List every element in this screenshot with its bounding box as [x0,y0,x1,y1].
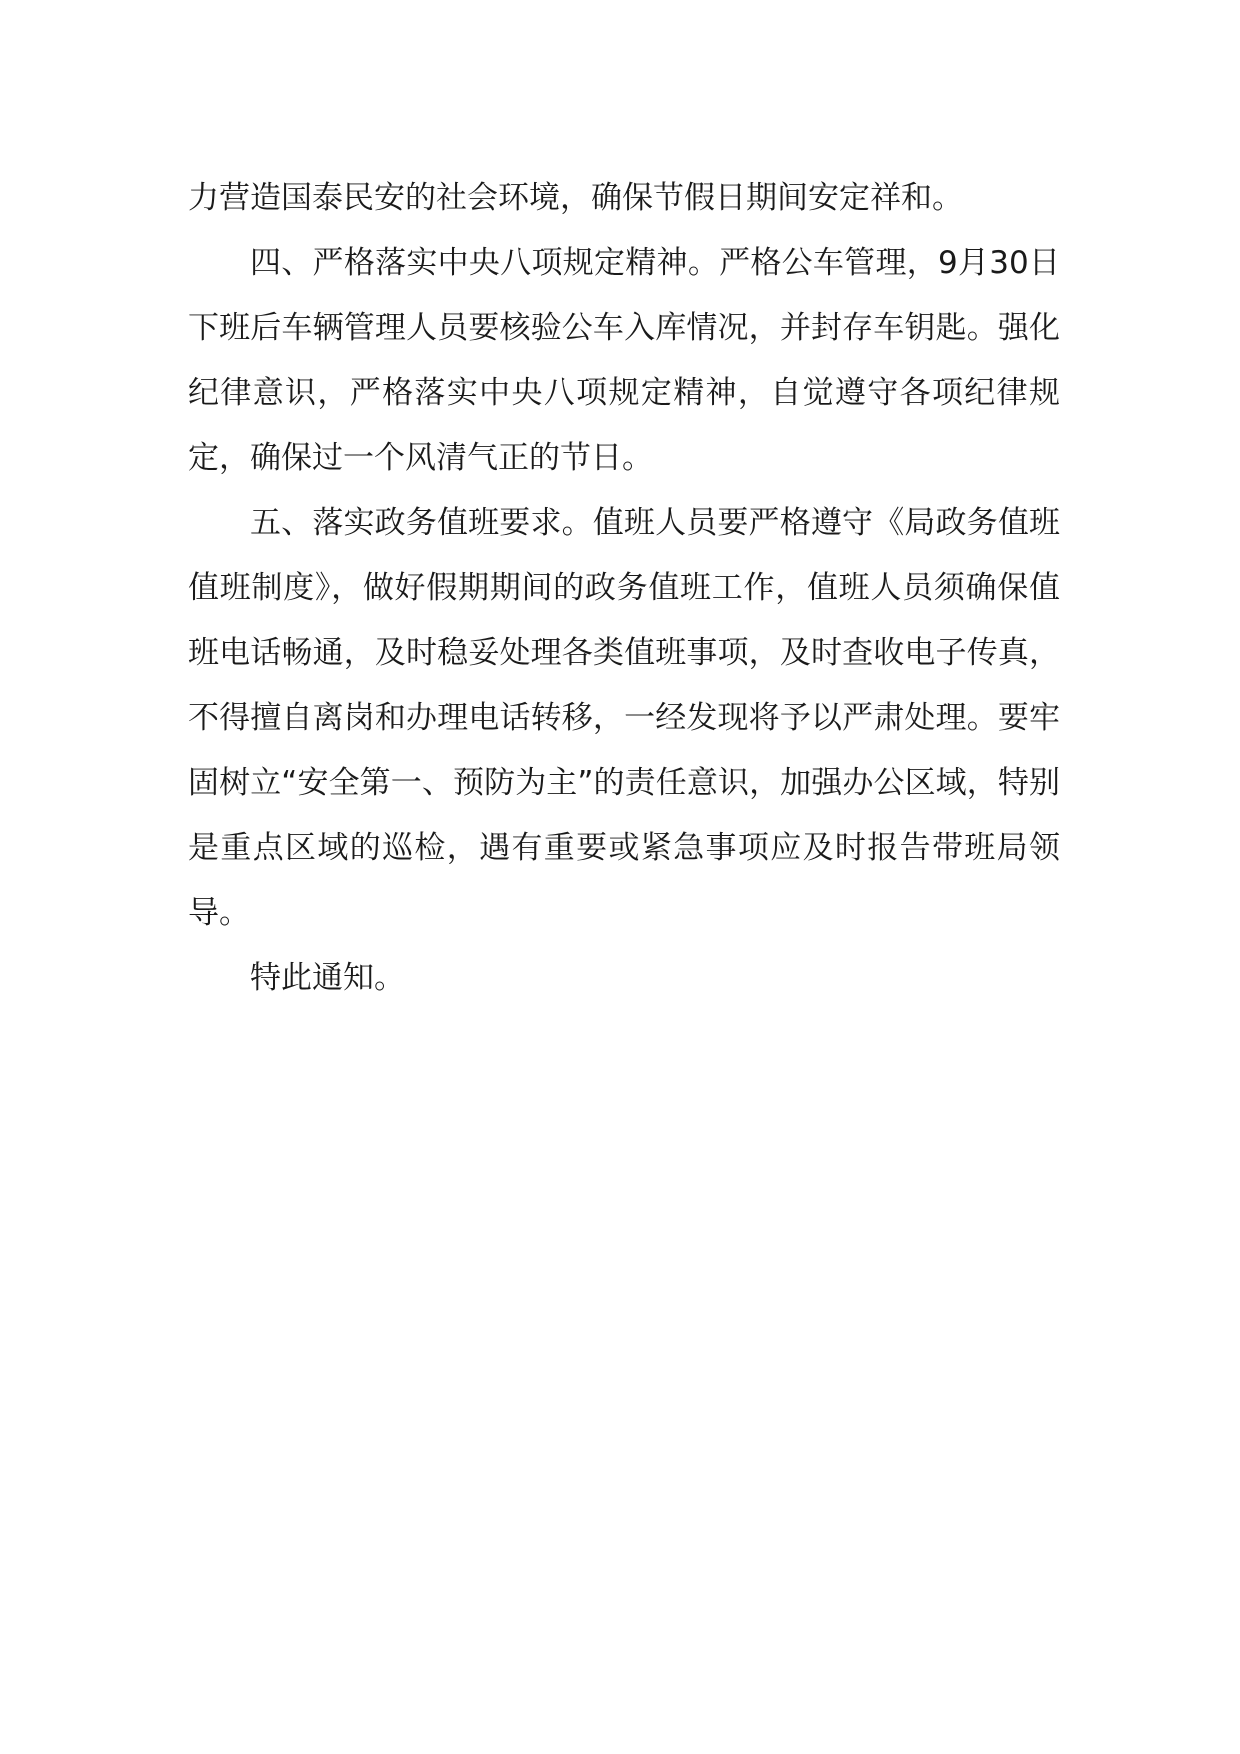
paragraph-item-four: 四、严格落实中央八项规定精神。严格公车管理，9月30日下班后车辆管理人员要核验公车入库情况，并封存车钥匙。强化纪律意识，严格落实中央八项规定精神，自觉遵守各项纪律规定，确保过一个风清气正的节日。 [188,245,1060,476]
paragraph-continuation: 力营造国泰民安的社会环境，确保节假日期间安定祥和。 [188,180,963,216]
paragraph-closing: 特此通知。 [250,960,405,996]
document-body [188,166,1060,1011]
paragraph-item-five: 五、落实政务值班要求。值班人员要严格遵守《局政务值班值班制度》，做好假期期间的政务值班工作，值班人员须确保值班电话畅通，及时稳妥处理各类值班事项，及时查收电子传真，不得擅自离岗和办理电话转移，一经发现将予以严肃处理。要牢固树立“安全第一、预防为主”的责任意识，加强办公区域，特别是重点区域的巡检，遇有重要或紧急事项应及时报告带班局领导。 [188,505,1060,931]
